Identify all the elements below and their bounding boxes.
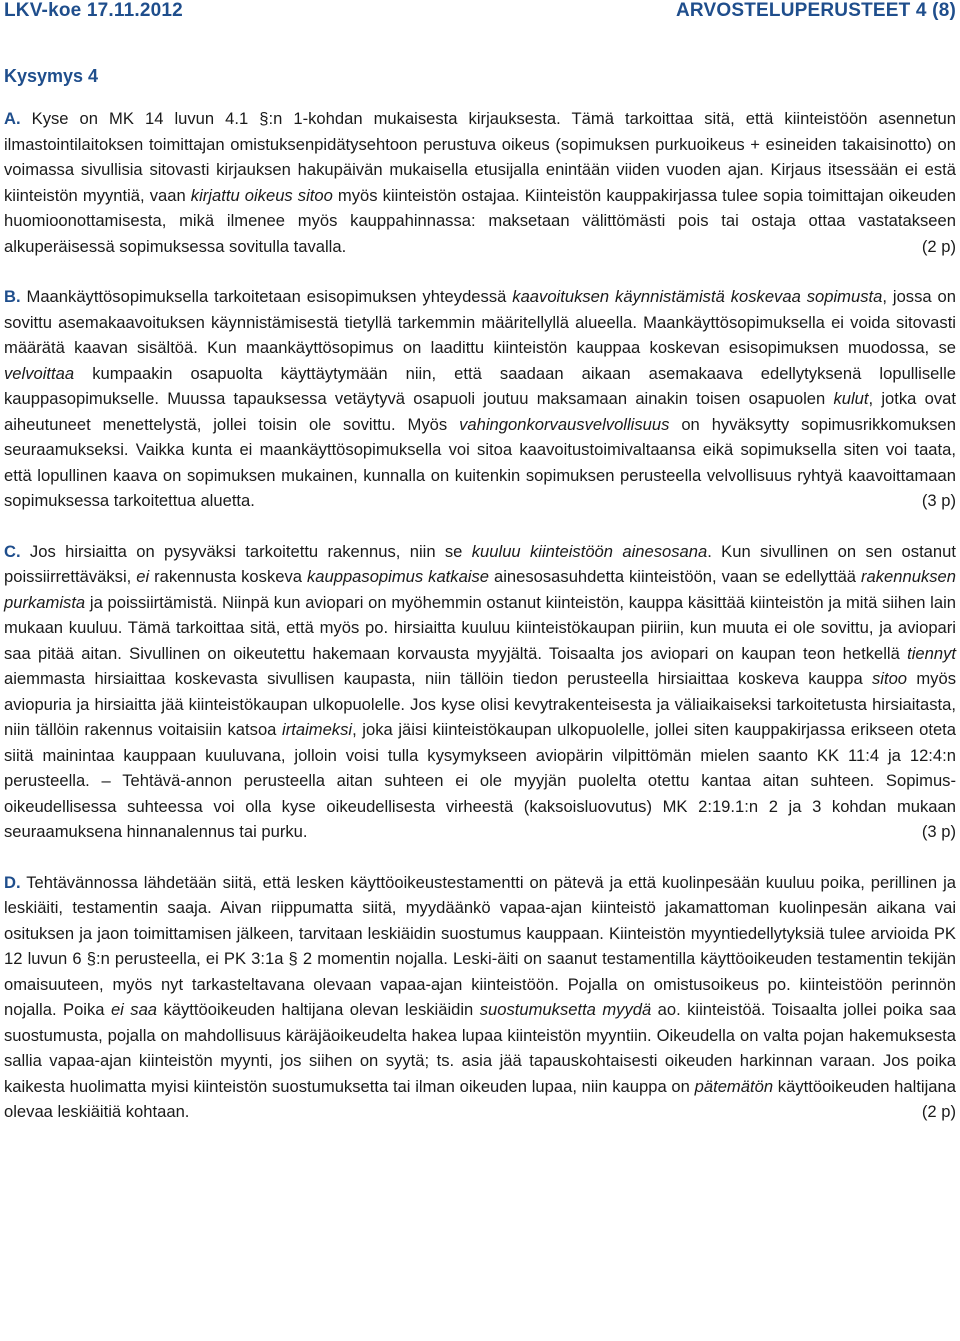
points: (3 p) <box>921 822 956 841</box>
page-label: ARVOSTELUPERUSTEET 4 (8) <box>676 0 956 21</box>
section-text: ainesosasuhdetta kiinteistöön, vaan se edellyttää <box>489 567 861 586</box>
section-text: , jotka ovat aiheutuneet menettelystä, jollei toisin ole sovittu. Myös <box>4 389 956 434</box>
exam-title: LKV-koe 17.11.2012 <box>4 0 183 21</box>
section-text: käyttöoikeuden haltijana olevaa leskiäitiä kohtaan. <box>4 1076 956 1121</box>
emphasis: sitoo <box>871 669 908 688</box>
question-title: Kysymys 4 <box>4 66 99 86</box>
section-text: käyttöoikeuden haltijana olevan leskiäidin <box>157 1000 480 1019</box>
emphasis: kulut <box>833 389 869 408</box>
emphasis: kauppasopimus katkaise <box>306 567 490 586</box>
section-text: Jos hirsiaitta on pysyväksi tarkoitettu rakennus, niin se <box>20 541 472 561</box>
emphasis: ei saa <box>110 1000 158 1019</box>
emphasis: tiennyt <box>907 643 956 663</box>
page-header <box>4 0 956 30</box>
emphasis: vahingonkorvausvelvollisuus <box>459 414 670 434</box>
section-b <box>4 284 956 514</box>
points: (2 p) <box>921 236 956 256</box>
section-text: rakennusta koskeva <box>149 567 307 586</box>
section-text: kumpaakin osapuolta käyttäytymään niin, että saadaan aikaan asemakaava edellytyksenä lopulliselle kauppasopimukselle. Muussa tapauksessa vetäytyvä osapuoli joutuu maksamaan ainakin toisen osapuolen <box>4 363 956 408</box>
emphasis: ei <box>136 567 150 586</box>
section-c <box>4 539 956 845</box>
section-text: Maankäyttösopimuksella tarkoitetaan esisopimuksen yhteydessä <box>20 287 513 306</box>
section-text: myös aviopuria ja hirsiaitta jää kiinteistökaupan ulkopuolelle. Jos kyse olisi kevytrakenteisesta ja väliaikaiseksi tarkoitetusta hirsiaitasta, niin tällöin rakennus voitaisiin katsoa <box>4 669 956 739</box>
emphasis: velvoittaa <box>4 363 75 383</box>
section-text: ao. kiinteistöä. Toisaalta jollei poika saa suostumusta, pojalla on mahdollisuus käräjäoikeudelta hakea lupaa kiinteistön myyntiin. Oikeudella on valta pojan hakemuksesta sallia vapaa-ajan kiinteistön myynti, jos siihen on syytä; ts. asia jää tapauskohtaisesti oikeuden harkinnan varaan. Jos poika kaikesta huolimatta myisi kiinteistön suostumuksetta tai ilman oikeuden lupaa, niin kauppa on <box>4 1000 956 1096</box>
points: (3 p) <box>921 491 956 510</box>
section-label: C. <box>4 541 21 561</box>
points: (2 p) <box>921 1102 956 1121</box>
section-text: , joka jäisi kiinteistökaupan ulkopuolelle, jollei siten kauppakirjassa erikseen oteta siitä mainintaa kauppaan kuuluvana, jolloin voisi tulla kysymykseen aviopärin vilpittömän mielen saanto KK 11:4 ja 12:4:n perusteella. – Tehtävä-annon perusteella aitan suhteen ei ole myyjän puolelta otettu kantaa aitan suhteen. Sopimus-oikeudellisessa suhteessa voi olla kyse oikeudellisesta virheestä (kaksoisluovutus) MK 2:19.1:n 2 ja 3 kohdan mukaan seuraamuksena hinnanalennus tai purku. <box>4 720 957 841</box>
section-text: on hyväksytty sopimusrikkomuksen seuraamukseksi. Vaikka kunta ei maankäyttösopimuksella voi sitoa kaavoitustoimivaltaansa eikä sopimuksella siten voi taata, että lopullinen kaava on sopimuksen mukainen, kunnalla on kuitenkin sopimuksen perusteella velvollisuus ryhtyä kaavoittamaan sopimuksessa tarkoitettua aluetta. <box>4 414 956 510</box>
section-text: aiemmasta hirsiaittaa koskevasta sivullisen kaupasta, niin tällöin tiedon perusteella hirsiaittaa koskeva kauppa <box>4 669 872 688</box>
section-d <box>4 870 956 1125</box>
emphasis: kuuluu kiinteistöön ainesosana <box>471 541 708 561</box>
section-label: A. <box>4 109 21 128</box>
emphasis: rakennuksen purkamista <box>4 567 957 612</box>
section-text: myös kiinteistön ostajaa. Kiinteistön kauppakirjassa tulee sopia toimittajan oikeuden huomioonottamisesta, mikä ilmenee myös kauppahinnassa: maksetaan välittömästi pois tai ostaja ottaa vastatakseen alkuperäisessä sopimuksessa sovitulla tavalla. <box>4 185 956 256</box>
section-text: Tehtävännossa lähdetään siitä, että lesken käyttöoikeustestamentti on pätevä ja että kuolinpesään kuuluu poika, perillinen ja leskiäiti, testamentin saaja. Aivan riippumatta siitä, myydäänkö vapaa-ajan kiinteistö jakamattoman kuolinpesän aikana vai osituksen ja jaon toimittamisen jälkeen, tarvitaan leskiäidin suostumus kauppaan. Kiinteistön myyntiedellytyksiä tulee arvioida PK 12 luvun 6 §:n perusteella, ei PK 3:1a § 2 momentin nojalla. Leski-äiti on saanut testamentilla käyttöoikeuden testamentin tekijän omaisuuteen, myös nyt tarkasteltavana olevaan vapaa-ajan kiinteistöön. Pojalla on omistusoikeus po. kiinteistöön perinnön nojalla. Poika <box>4 872 956 1019</box>
section-text: . Kun sivullinen on sen ostanut poissiirrettäväksi, <box>4 541 956 586</box>
emphasis: suostumuksetta myydä <box>479 1000 652 1019</box>
emphasis: irtaimeksi <box>282 720 353 739</box>
emphasis: kaavoituksen käynnistämistä koskevaa sopimusta <box>512 287 883 306</box>
section-label: B. <box>4 287 21 306</box>
section-a <box>4 106 956 259</box>
section-text: Kyse on MK 14 luvun 4.1 §:n 1-kohdan mukaisesta kirjauksesta. Tämä tarkoittaa sitä, että kiinteistöön asennetun ilmastointilaitoksen toimittajan omistuksenpidätysehtoon perustuva oikeus (sopimuksen purkuoikeus + esineiden takaisinotto) on voimassa sivullisia sitovasti kirjauksen hakupäivän mukaisella etusijalla enintään viiden vuoden ajan. Kirjaus itsessään ei estä kiinteistön myyntiä, vaan <box>4 109 956 205</box>
section-text: , jossa on sovittu asemakaavoituksen käynnistämisestä tietyllä tarkemmin määritellyllä alueella. Maankäyttösopimuksella ei voida sitovasti määrätä kaavan sisältöä. Kun maankäyttösopimus on laadittu kiinteistön kauppaa koskevan esisopimuksen muodossa, se <box>4 287 956 357</box>
section-label: D. <box>4 872 21 892</box>
section-text: ja poissiirtämistä. Niinpä kun aviopari on myöhemmin ostanut kiinteistön, kauppa käsittää kiinteistön ja mitä siihen lain mukaan kuuluu. Tämä tarkoittaa sitä, että myös po. hirsiaitta kuuluu kiinteistökaupan piiriin, kun muuta ei ole sovittu, ja aviopari saa pitää aitan. Sivullinen on oikeutettu hakemaan korvausta myyjältä. Toisaalta jos aviopari on kaupan teon hetkellä <box>4 592 956 663</box>
emphasis: pätemätön <box>694 1076 774 1096</box>
emphasis: kirjattu oikeus sitoo <box>190 185 333 205</box>
